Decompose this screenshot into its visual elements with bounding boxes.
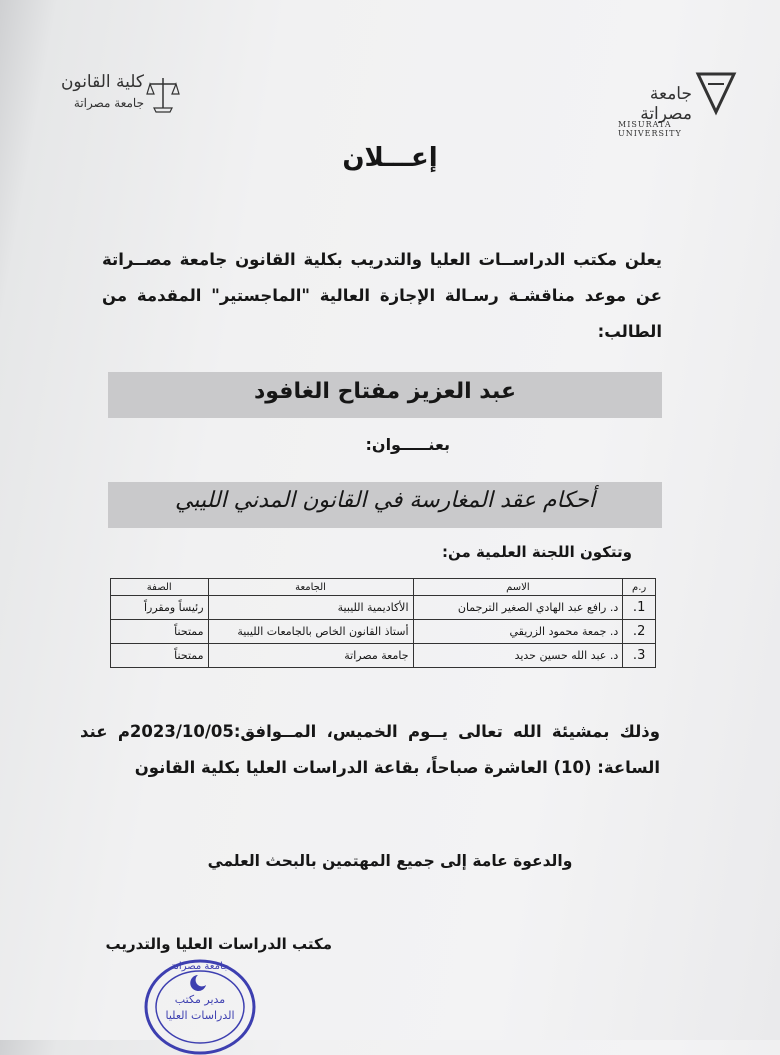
signature-office: مكتب الدراسات العليا والتدريب [105, 935, 332, 953]
table-row [111, 644, 656, 668]
announcement-title: إعـــلان [342, 143, 438, 173]
faculty-of-law-logo [40, 72, 180, 120]
thesis-title-label: بعنـــــوان: [365, 435, 450, 454]
stamp-line3: الدراسات العليا [165, 1009, 235, 1022]
misurata-university-logo [618, 70, 738, 138]
university-emblem-icon [694, 70, 738, 116]
header-institution: الجامعة [208, 579, 413, 596]
university-logo-english: MISURATA UNIVERSITY [618, 120, 682, 138]
member-name: د. عبد الله حسين حديد [413, 644, 623, 668]
member-name: د. رافع عبد الهادي الصغير الترجمان [413, 596, 623, 620]
header-name: الاسم [413, 579, 623, 596]
faculty-logo-line2: جامعة مصراتة [73, 96, 144, 110]
stamp-line1: جامعة مصراتة [170, 961, 230, 972]
row-num: 3. [623, 644, 656, 668]
member-institution: جامعة مصراتة [208, 644, 413, 668]
row-num: 1. [623, 596, 656, 620]
defense-time-paragraph: وذلك بمشيئة الله تعالى يــوم الخميس، المــوافق:2023/10/05م عند الساعة: (10) العاشرة صباحاً، بقاعة الدراسات العليا بكلية القانون [80, 722, 661, 777]
committee-table-header [111, 579, 656, 596]
member-role: ممتحناً [111, 620, 209, 644]
thesis-title: أحكام عقد المغارسة في القانون المدني الليبي [174, 488, 596, 513]
student-name: عبد العزيز مفتاح الغافود [253, 379, 517, 404]
university-logo-arabic: جامعة مصراتة [640, 84, 692, 124]
public-invitation: والدعوة عامة إلى جميع المهتمين بالبحث العلمي [207, 852, 573, 870]
committee-table [110, 578, 656, 668]
member-institution: أستاذ القانون الخاص بالجامعات الليبية [208, 620, 413, 644]
header-role: الصفة [111, 579, 209, 596]
row-num: 2. [623, 620, 656, 644]
stamp-line2: مدير مكتب [174, 993, 226, 1006]
member-role: رئيساً ومقرراً [111, 596, 209, 620]
official-stamp-icon [140, 945, 260, 1055]
member-institution: الأكاديمية الليبية [208, 596, 413, 620]
committee-intro: وتتكون اللجنة العلمية من: [441, 543, 632, 561]
header-num: ر.م [623, 579, 656, 596]
intro-paragraph: يعلن مكتب الدراســات العليا والتدريب بكلية القانون جامعة مصــراتة عن موعد مناقشـة رسـالة الإجازة العالية "الماجستير" المقدمة من الطالب: [102, 250, 662, 341]
member-role: ممتحناً [111, 644, 209, 668]
table-row [111, 620, 656, 644]
member-name: د. جمعة محمود الزريقي [413, 620, 623, 644]
scales-of-justice-icon [146, 74, 180, 114]
faculty-logo-line1: كلية القانون [60, 72, 144, 92]
table-row [111, 596, 656, 620]
